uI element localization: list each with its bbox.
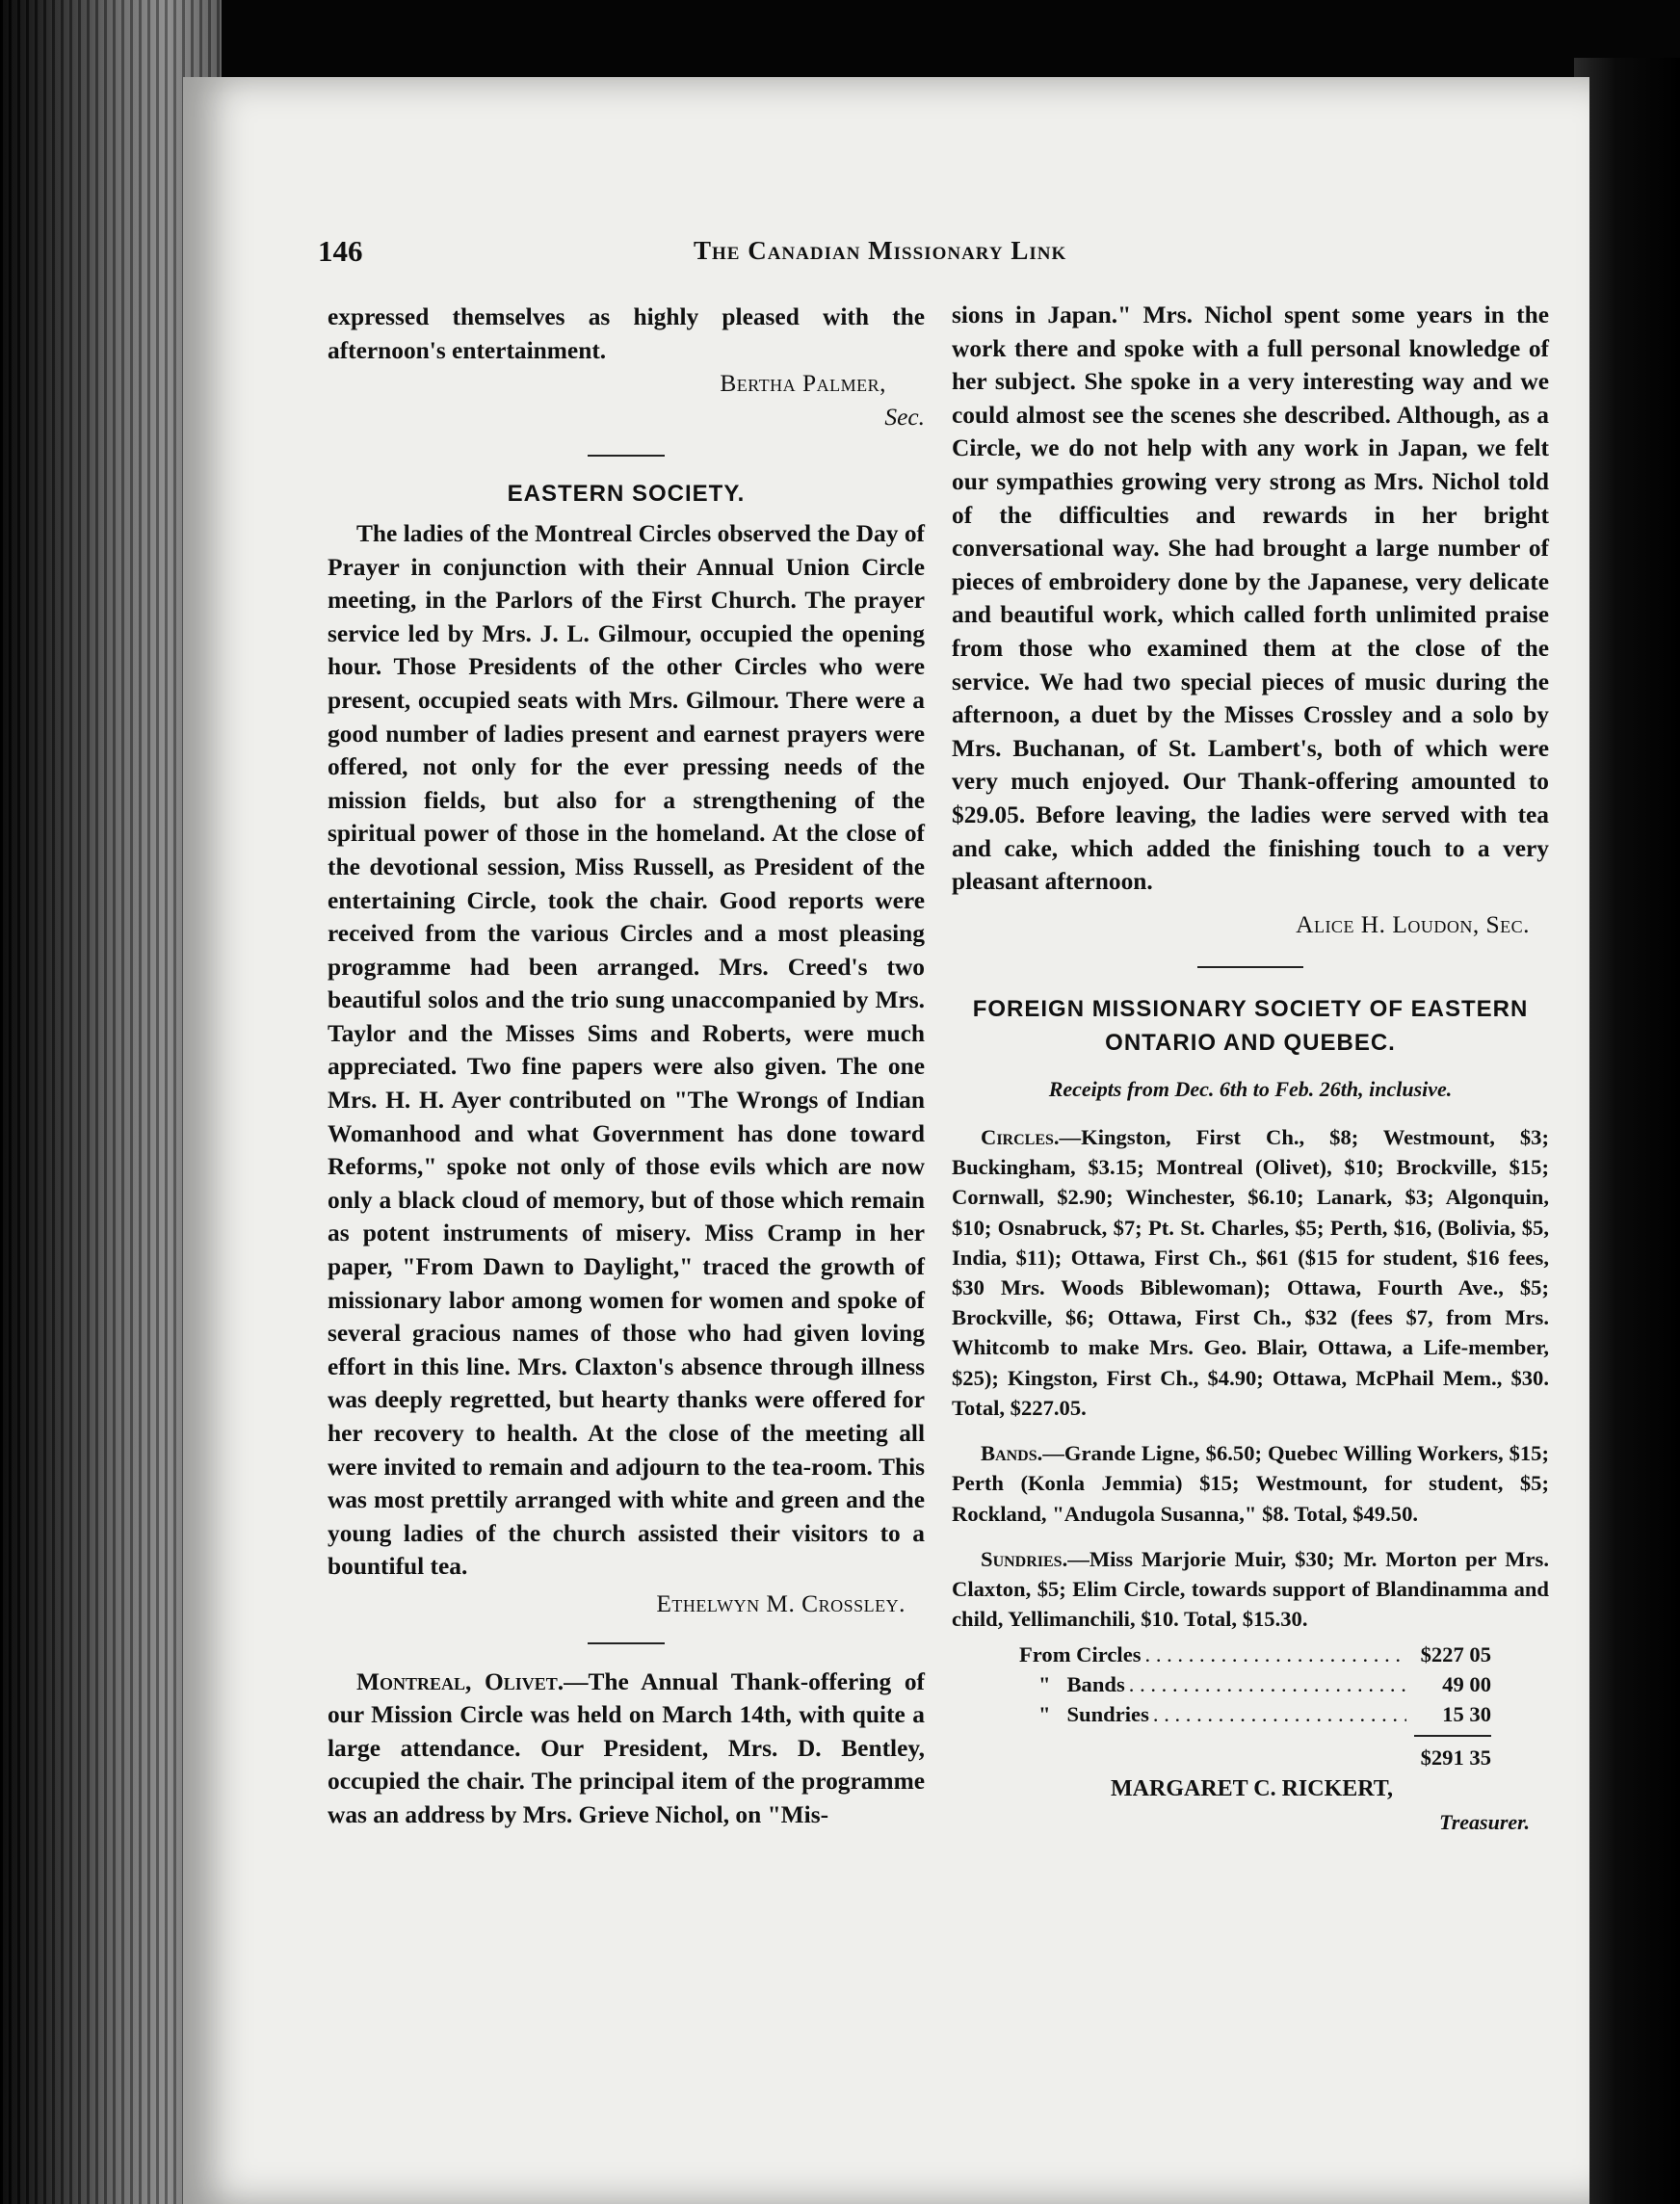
totals-label: " Sundries <box>1038 1702 1149 1727</box>
grand-total: $291 35 <box>1420 1745 1491 1771</box>
signature-alice-loudon: Alice H. Loudon, Sec. <box>1296 910 1530 938</box>
eastern-society-body: The ladies of the Montreal Circles observed the Day of Prayer in conjunction with their Annual Union Circle meeting, in the Parlors of the First Church. The prayer service led by Mrs. J. L. Gilmour, occupied the opening hour. Those Presidents of the other Circles who were present, occupied seats with Mrs. Gilmour. There were a good number of ladies present and earnest prayers were offered, not only for the ever pressing needs of the mission fields, but also for a strengthening of the spiritual power of those in the homeland. At the close of the devotional session, Miss Russell, as President of the entertaining Circle, took the chair. Good reports were received from the various Circles and a most pleasing programme had been arranged. Mrs. Creed's two beautiful solos and the trio sung unaccompanied by Mrs. Taylor and the Misses Sims and Roberts, were much appreciated. Two fine papers were also given. The one Mrs. H. H. Ayer contributed on "The Wrongs of Indian Womanhood and what Government has done toward Reforms," spoke not only of those evils which are now only a black cloud of memory, but of those which remain as potent instruments of misery. Miss Cramp in her paper, "From Dawn to Daylight," traced the growth of missionary labor among women for women and spoke of several gracious names of those who had given loving effort in this line. Mrs. Claxton's absence through illness was deeply regretted, but hearty thanks were offered for her recovery to health. At the close of the meeting all were invited to remain and adjourn to the tea-room. This was most prettily arranged with white and green and the young ladies of the church assisted their visitors to a bountiful tea. <box>328 519 925 1581</box>
fms-heading-line2: ONTARIO AND QUEBEC. <box>1105 1029 1396 1056</box>
treasurer-name: MARGARET C. RICKERT, <box>1111 1776 1393 1802</box>
olivet-lead: Montreal, Olivet. <box>356 1667 564 1695</box>
eastern-society-heading: EASTERN SOCIETY. <box>507 481 746 508</box>
section-divider <box>1197 966 1303 968</box>
sundries-paragraph <box>952 1544 1549 1635</box>
totals-label: From Circles <box>1019 1642 1142 1667</box>
sundries-lead: Sundries. <box>981 1546 1068 1571</box>
fms-heading-line1: FOREIGN MISSIONARY SOCIETY OF EASTERN <box>972 996 1529 1023</box>
signature-title-sec: Sec. <box>884 403 925 431</box>
totals-rule <box>1414 1735 1491 1737</box>
signature-bertha-palmer: Bertha Palmer, <box>720 370 886 398</box>
page-number: 146 <box>318 234 363 268</box>
circles-body: —Kingston, First Ch., $8; Westmount, $3; Buckingham, $3.15; Montreal (Olivet), $10; Brockville, $15; Cornwall, $2.90; Winchester, $6.10; Lanark, $3; Algonquin, $10; Osnabruck, $7; Pt. St. Charles, $5; Perth, $16, (Bolivia, $5, India, $11); Ottawa, First Ch., $61 ($15 for student, $16 fees, $30 Mrs. Woods Biblewoman); Ottawa, Fourth Ave., $5; Brockville, $6; Ottawa, First Ch., $32 (fees $7, from Mrs. Whitcomb to make Mrs. Geo. Blair, Ottawa, a Life-member, $25); Kingston, First Ch., $4.90; Ottawa, McPhail Mem., $30. Total, $227.05. <box>952 1125 1549 1420</box>
section-divider <box>588 1642 665 1644</box>
totals-label: " Bands <box>1038 1672 1125 1697</box>
totals-value: $227 05 <box>1420 1642 1491 1667</box>
totals-value: 15 30 <box>1442 1702 1491 1727</box>
totals-table <box>1019 1640 1491 1772</box>
right-column <box>952 299 1549 1840</box>
totals-value: 49 00 <box>1442 1672 1491 1697</box>
totals-row <box>1019 1669 1491 1699</box>
olivet-body: —The Annual Thank-offering of our Mission Circle was held on March 14th, with quite a large attendance. Our President, Mrs. D. Bentley, occupied the chair. The principal item of the programme was an address by Mrs. Grieve Nichol, on "Mis- <box>328 1667 925 1828</box>
section-divider <box>588 455 665 457</box>
sundries-body: —Miss Marjorie Muir, $30; Mr. Morton per Mrs. Claxton, $5; Elim Circle, towards support of Blandinamma and child, Yellimanchili, $10. Total, $15.30. <box>952 1546 1549 1632</box>
bands-paragraph <box>952 1438 1549 1529</box>
continued-paragraph: sions in Japan." Mrs. Nichol spent some years in the work there and spoke with a full personal knowledge of her subject. She spoke in a very interesting way and we could almost see the scenes she described. Although, as a Circle, we do not help with any work in Japan, we felt our sympathies growing very strong as Mrs. Nichol told of the difficulties and rewards in her bright conversational way. She had brought a large number of pieces of embroidery done by the Japanese, very delicate and beautiful work, which called forth unlimited praise from those who examined them at the close of the service. We had two special pieces of music during the afternoon, a duet by the Misses Crossley and a solo by Mrs. Buchanan, of St. Lambert's, both of which were very much enjoyed. Our Thank-offering amounted to $29.05. Before leaving, the ladies were served with tea and cake, which added the finishing touch to a very pleasant afternoon. <box>952 302 1549 896</box>
treasurer-title: Treasurer. <box>1439 1809 1530 1834</box>
page-header <box>318 234 1137 273</box>
totals-row <box>1019 1640 1491 1669</box>
bands-lead: Bands. <box>981 1441 1043 1466</box>
receipts-subheading: Receipts from Dec. 6th to Feb. 26th, inclusive. <box>1048 1077 1453 1102</box>
circles-lead: Circles. <box>981 1125 1060 1150</box>
olivet-paragraph <box>328 1666 925 1832</box>
opening-paragraph: expressed themselves as highly pleased with the afternoon's entertainment. <box>328 303 925 364</box>
running-head: The Canadian Missionary Link <box>694 236 1067 265</box>
left-column <box>328 301 925 1832</box>
totals-row <box>1019 1699 1491 1729</box>
grand-total-row <box>1019 1743 1491 1772</box>
book-right-edge <box>1574 58 1680 2204</box>
circles-paragraph <box>952 1122 1549 1423</box>
bands-body: —Grande Ligne, $6.50; Quebec Willing Workers, $15; Perth (Konla Jemmia) $15; Westmount, for student, $5; Rockland, "Andugola Susanna," $8. Total, $49.50. <box>952 1441 1549 1526</box>
signature-ethelwyn-crossley: Ethelwyn M. Crossley. <box>656 1589 906 1617</box>
